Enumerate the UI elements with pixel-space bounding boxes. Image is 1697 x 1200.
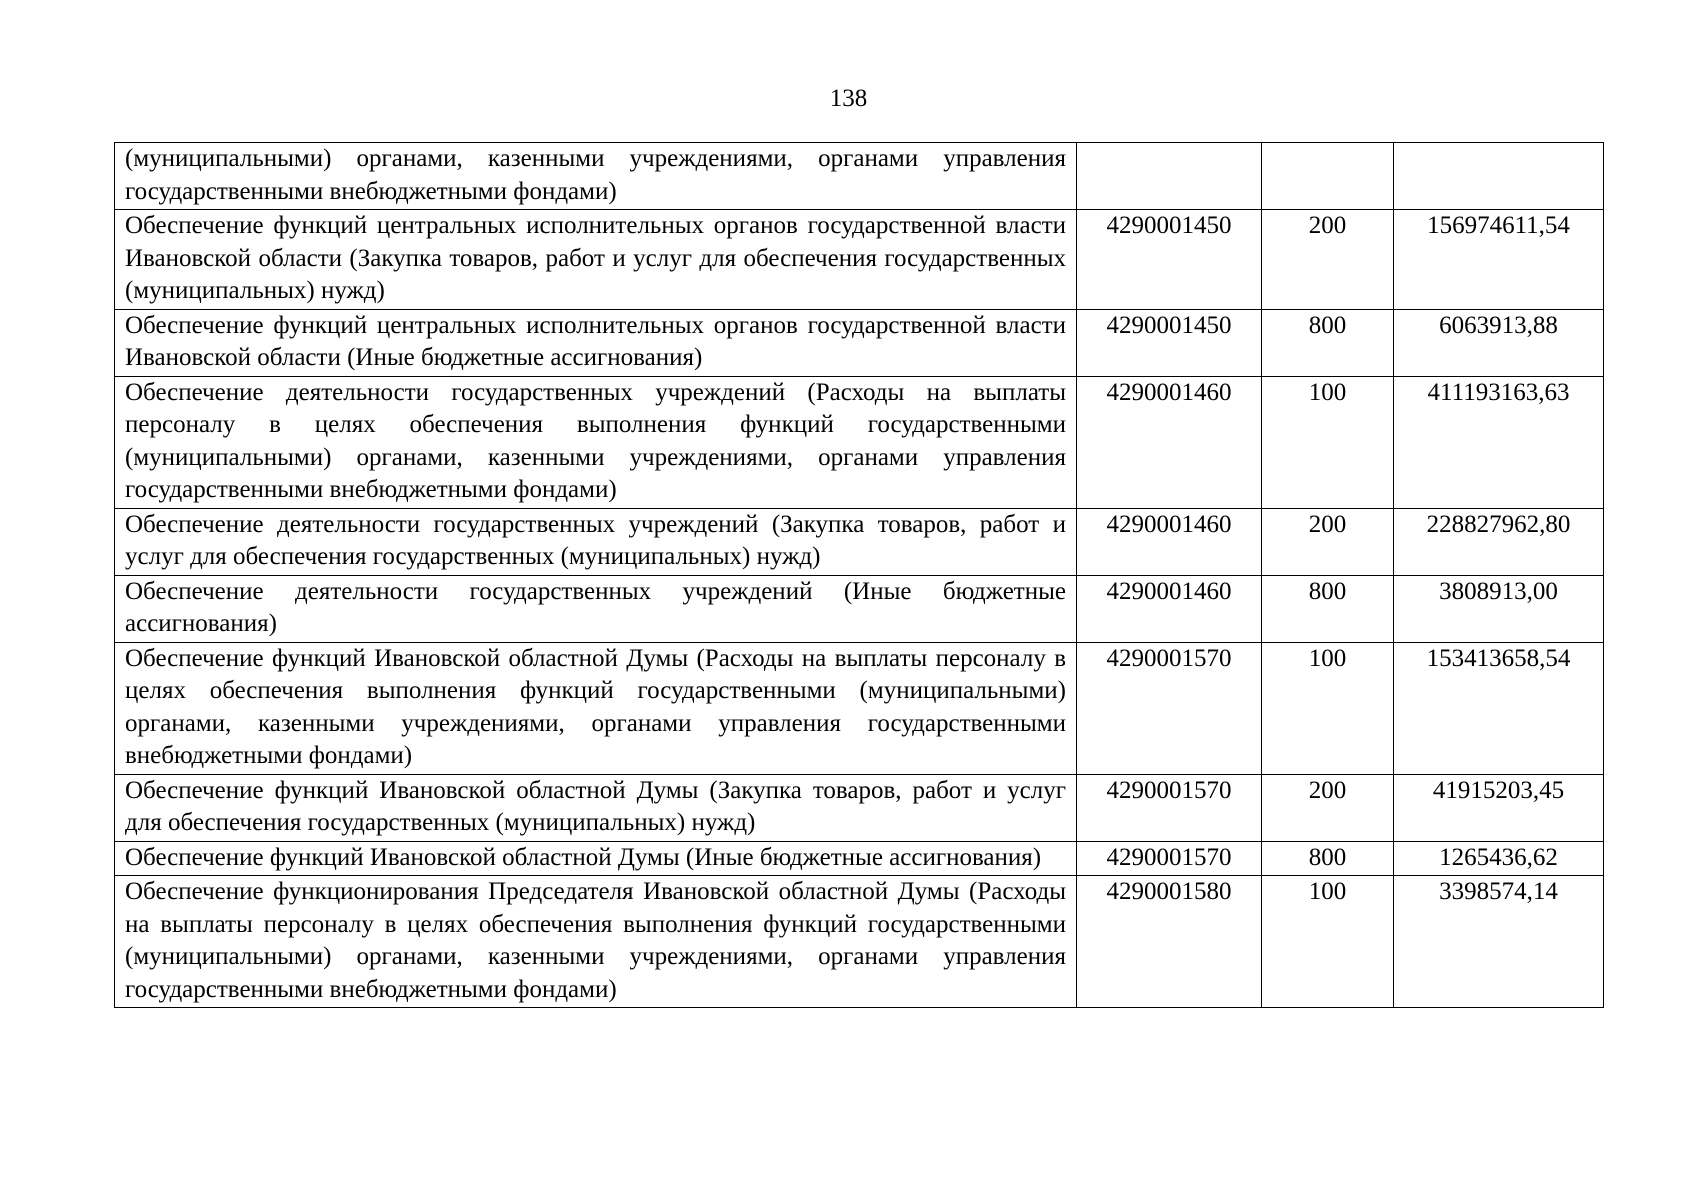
table-row (115, 508, 1604, 575)
page-number: 138 (829, 85, 868, 112)
row-target-code: 4290001570 (1077, 774, 1262, 841)
row-expense-type: 200 (1262, 774, 1394, 841)
row-expense-type: 800 (1262, 309, 1394, 376)
row-target-code: 4290001460 (1077, 508, 1262, 575)
row-description: Обеспечение деятельности государственных учреждений (Иные бюджетные ассигнования) (115, 575, 1077, 642)
row-description: (муниципальными) органами, казенными учреждениями, органами управления государственными внебюджетными фондами) (115, 143, 1077, 210)
table-row (115, 575, 1604, 642)
row-expense-type: 800 (1262, 575, 1394, 642)
row-amount: 3398574,14 (1394, 876, 1604, 1008)
row-amount: 3808913,00 (1394, 575, 1604, 642)
row-amount: 411193163,63 (1394, 376, 1604, 508)
row-description: Обеспечение функций центральных исполнительных органов государственной власти Ивановской области (Иные бюджетные ассигнования) (115, 309, 1077, 376)
row-description: Обеспечение функций центральных исполнительных органов государственной власти Ивановской области (Закупка товаров, работ и услуг для обеспечения государственных (муниципальных) нужд) (115, 210, 1077, 310)
row-target-code: 4290001570 (1077, 841, 1262, 876)
row-target-code: 4290001570 (1077, 642, 1262, 774)
table-row (115, 642, 1604, 774)
row-amount: 41915203,45 (1394, 774, 1604, 841)
budget-table-body (115, 143, 1604, 1008)
row-description: Обеспечение функций Ивановской областной Думы (Закупка товаров, работ и услуг для обеспечения государственных (муниципальных) нужд) (115, 774, 1077, 841)
budget-table (114, 142, 1604, 1008)
row-target-code: 4290001450 (1077, 309, 1262, 376)
table-row (115, 376, 1604, 508)
table-row (115, 841, 1604, 876)
row-amount: 228827962,80 (1394, 508, 1604, 575)
row-expense-type: 200 (1262, 508, 1394, 575)
table-row (115, 774, 1604, 841)
row-amount: 156974611,54 (1394, 210, 1604, 310)
row-target-code: 4290001580 (1077, 876, 1262, 1008)
row-description: Обеспечение деятельности государственных учреждений (Закупка товаров, работ и услуг для обеспечения государственных (муниципальных) нужд) (115, 508, 1077, 575)
row-target-code: 4290001460 (1077, 575, 1262, 642)
row-description: Обеспечение функций Ивановской областной Думы (Расходы на выплаты персоналу в целях обеспечения выполнения функций государственными (муниципальными) органами, казенными учреждениями, органами управления государственными внебюджетными фондами) (115, 642, 1077, 774)
row-expense-type (1262, 143, 1394, 210)
table-row (115, 876, 1604, 1008)
row-amount: 1265436,62 (1394, 841, 1604, 876)
row-amount (1394, 143, 1604, 210)
row-description: Обеспечение функционирования Председателя Ивановской областной Думы (Расходы на выплаты персоналу в целях обеспечения выполнения функций государственными (муниципальными) органами, казенными учреждениями, органами управления государственными внебюджетными фондами) (115, 876, 1077, 1008)
row-target-code (1077, 143, 1262, 210)
table-row (115, 143, 1604, 210)
row-description: Обеспечение деятельности государственных учреждений (Расходы на выплаты персоналу в целях обеспечения выполнения функций государственными (муниципальными) органами, казенными учреждениями, органами управления государственными внебюджетными фондами) (115, 376, 1077, 508)
table-row (115, 309, 1604, 376)
row-description: Обеспечение функций Ивановской областной Думы (Иные бюджетные ассигнования) (115, 841, 1077, 876)
row-expense-type: 800 (1262, 841, 1394, 876)
row-expense-type: 100 (1262, 876, 1394, 1008)
table-row (115, 210, 1604, 310)
row-expense-type: 200 (1262, 210, 1394, 310)
row-amount: 6063913,88 (1394, 309, 1604, 376)
row-expense-type: 100 (1262, 642, 1394, 774)
row-amount: 153413658,54 (1394, 642, 1604, 774)
row-expense-type: 100 (1262, 376, 1394, 508)
row-target-code: 4290001460 (1077, 376, 1262, 508)
row-target-code: 4290001450 (1077, 210, 1262, 310)
